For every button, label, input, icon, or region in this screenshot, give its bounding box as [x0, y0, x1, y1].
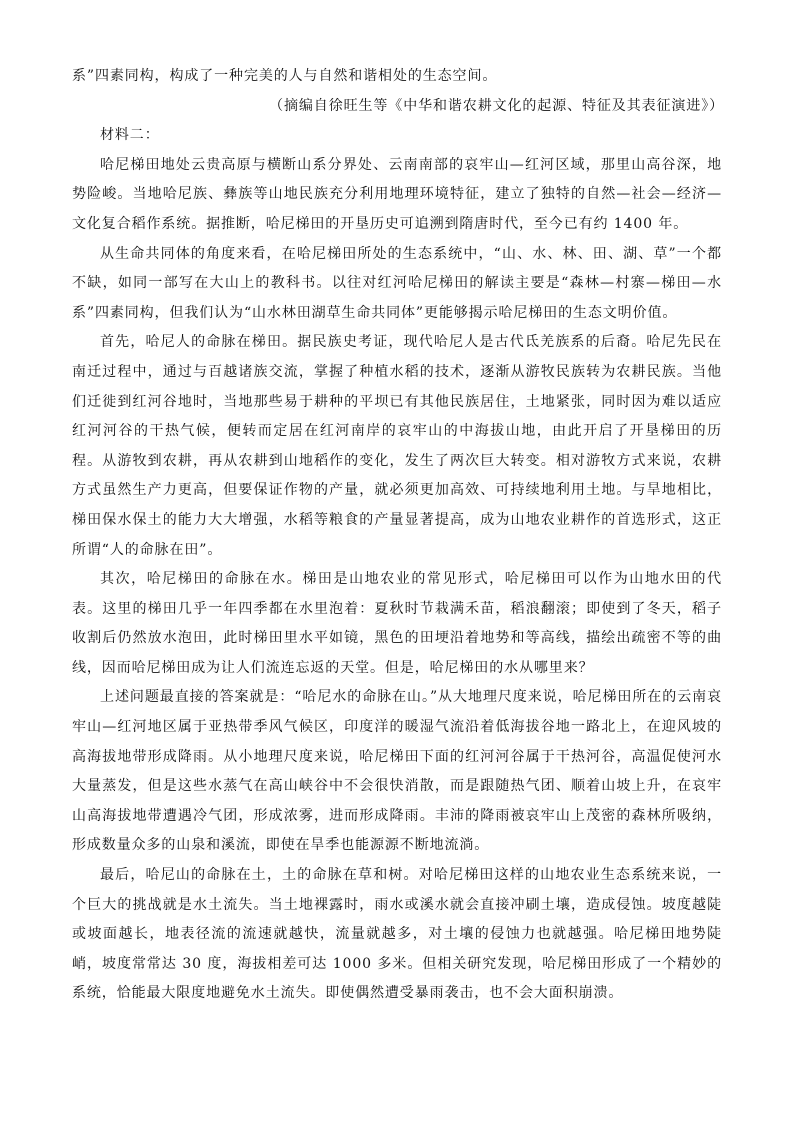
source-citation: （摘编自徐旺生等《中华和谐农耕文化的起源、特征及其表征演进》） [269, 97, 724, 114]
paragraph-lifeline-in-water: 其次，哈尼梯田的命脉在水。梯田是山地农业的常见形式，哈尼梯田可以作为山地水田的代表。这里的梯田几乎一年四季都在水里泡着：夏秋时节栽满禾苗，稻浪翻滚；即使到了冬天，稻子收割后仍然放水泡田，此时梯田里水平如镜，黑色的田埂沿着地势和等高线，描绘出疏密不等的曲线，因而哈尼梯田成为让人们流连忘返的天堂。但是，哈尼梯田的水从哪里来？ [72, 571, 722, 676]
document-page [72, 62, 722, 1009]
paragraph-life-community: 从生命共同体的角度来看，在哈尼梯田所处的生态系统中，“山、水、林、田、湖、草”一个都不缺，如同一部写在大山上的教科书。以往对红河哈尼梯田的解读主要是“森林—村寨—梯田—水系”四素同构，但我们认为“山水林田湖草生命共同体”更能够揭示哈尼梯田的生态文明价值。 [72, 245, 722, 321]
paragraph-lifeline-in-soil: 最后，哈尼山的命脉在土，土的命脉在草和树。对哈尼梯田这样的山地农业生态系统来说，一个巨大的挑战就是水土流失。当土地裸露时，雨水或溪水就会直接冲刷土壤，造成侵蚀。坡度越陡或坡面越长，地表径流的流速就越快，流量就越多，对土壤的侵蚀力也就越强。哈尼梯田地势陡峭，坡度常常达 30 度，海拔相差可达 1000 多米。但相关研究发现，哈尼梯田形成了一个精妙的系统，恰能最大限度地避免水土流失。即使偶然遭受暴雨袭击，也不会大面积崩溃。 [72, 867, 722, 1002]
paragraph-lifeline-in-terraces: 首先，哈尼人的命脉在梯田。据民族史考证，现代哈尼人是古代氐羌族系的后裔。哈尼先民在南迁过程中，通过与百越诸族交流，掌握了种植水稻的技术，逐渐从游牧民族转为农耕民族。当他们迁徙到红河谷地时，当地那些易于耕种的平坝已有其他民族居住，土地紧张，同时因为难以适应红河河谷的干热气候，便转而定居在红河南岸的哀牢山的中海拔山地，由此开启了开垦梯田的历程。从游牧到农耕，再从农耕到山地稻作的变化，发生了两次巨大转变。相对游牧方式来说，农耕方式虽然生产力更高，但要保证作物的产量，就必须更加高效、可持续地利用土地。与旱地相比，梯田保水保土的能力大大增强，水稻等粮食的产量显著提高，成为山地农业耕作的首选形式，这正所谓“人的命脉在田”。 [72, 334, 722, 558]
paragraph-hani-terraces-intro: 哈尼梯田地处云贵高原与横断山系分界处、云南南部的哀牢山—红河区域，那里山高谷深，地势险峻。当地哈尼族、彝族等山地民族充分利用地理环境特征，建立了独特的自然—社会—经济—文化复合稻作系统。据推断，哈尼梯田的开垦历史可追溯到隋唐时代，至今已有约 1400 年。 [72, 156, 722, 232]
section-heading-material-two: 材料二： [100, 127, 160, 144]
continuation-paragraph: 系”四素同构，构成了一种完美的人与自然和谐相处的生态空间。 [72, 68, 498, 84]
paragraph-lifeline-in-mountain: 上述问题最直接的答案就是：“哈尼水的命脉在山。”从大地理尺度来说，哈尼梯田所在的云南哀牢山—红河地区属于亚热带季风气候区，印度洋的暖湿气流沿着低海拔谷地一路北上，在迎风坡的高海拔地带形成降雨。从小地理尺度来说，哈尼梯田下面的红河河谷属于干热河谷，高温促使河水大量蒸发，但是这些水蒸气在高山峡谷中不会很快消散，而是跟随热气团、顺着山坡上升，在哀牢山高海拔地带遭遇冷气团，形成浓雾，进而形成降雨。丰沛的降雨被哀牢山上茂密的森林所吸纳，形成数量众多的山泉和溪流，即使在旱季也能源源不断地流淌。 [72, 689, 722, 854]
